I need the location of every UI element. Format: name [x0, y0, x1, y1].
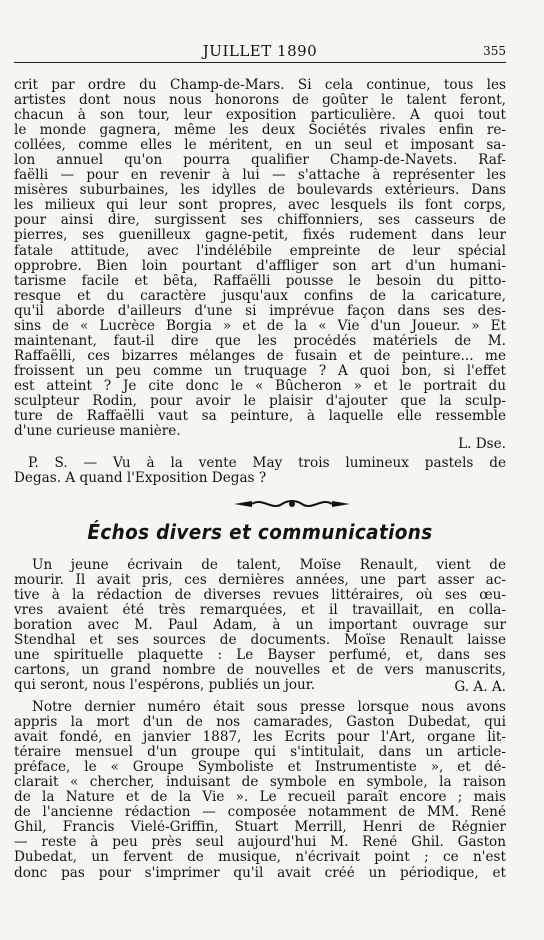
- page-number: 355: [483, 44, 506, 58]
- text-line: le monde gagnera, même les deux Sociétés rivales enfin re-: [14, 123, 506, 139]
- text-line: qu'il aborde d'ailleurs d'une si imprévue façon dans ses des-: [14, 303, 506, 319]
- text-line: les milieux qui leur sont propres, avec lesquels ils font corps,: [14, 198, 506, 214]
- text-line: sculpteur Rodin, pour avoir le plaisir d'ajouter que la sculp-: [14, 393, 506, 409]
- text-line: pour ainsi dire, surgissent ses chiffonniers, ses casseurs de: [14, 213, 506, 229]
- text-line: crit par ordre du Champ-de-Mars. Si cela continue, tous les: [14, 78, 506, 93]
- text-line: Un jeune écrivain de talent, Moïse Renault, vient de: [32, 558, 506, 573]
- text-line: vres avaient été très remarquées, et il travaillait, en colla-: [14, 603, 506, 619]
- text-line: est atteint ? Je cite donc le « Bûcheron » et le portrait du: [14, 378, 506, 394]
- text-line: maintenant, faut-il dire que les procédés matériels de M.: [14, 333, 506, 349]
- text-line: fatale attitude, avec l'indélébile empreinte de leur spécial: [14, 243, 506, 259]
- text-line: tarisme facile et bêta, Raffaëlli pousse le besoin du pitto-: [14, 273, 506, 289]
- text-line: chacun à son tour, leur exposition particulière. A quoi tout: [14, 108, 506, 124]
- ornament-divider-icon: [232, 496, 352, 512]
- text-line: P. S. — Vu à la vente May trois lumineux pastels de: [28, 456, 506, 471]
- text-line: préface, le « Groupe Symboliste et Instrumentiste », et dé-: [14, 760, 506, 776]
- text-line: sins de « Lucrèce Borgia » et de la « Vie d'un Joueur. » Et: [14, 318, 506, 334]
- text-line: donc pas pour s'imprimer qu'il avait créé un périodique, et: [14, 865, 506, 881]
- text-line: d'une curieuse manière.: [14, 424, 181, 440]
- text-line: Degas. A quand l'Exposition Degas ?: [14, 471, 267, 487]
- text-line: avait fondé, en janvier 1887, les Ecrits pour l'Art, organe lit-: [14, 730, 506, 746]
- text-line: boration avec M. Paul Adam, à un important ouvrage sur: [14, 618, 506, 634]
- text-line: Ghil, Francis Vielé-Griffin, Stuart Merrill, Henri de Régnier: [14, 820, 506, 836]
- text-line: faëlli — pour en revenir à lui — s'attache à représenter les: [14, 168, 506, 184]
- text-line: appris la mort d'un de nos camarades, Gaston Dubedat, qui: [14, 715, 506, 731]
- text-line: qui seront, nous l'espérons, publiés un jour.: [14, 678, 316, 694]
- article-continuation: [14, 78, 506, 439]
- text-line: — reste à peu près seul aujourd'hui M. René Ghil. Gaston: [14, 835, 506, 851]
- text-line: lon annuel qu'on pourra qualifier Champ-de-Navets. Raf-: [14, 153, 506, 169]
- header-month-year: JUILLET 1890: [202, 42, 318, 60]
- text-line: Dubedat, un fervent de musique, n'écrivait point ; ce n'est: [14, 850, 506, 866]
- obituary-renault: [14, 558, 506, 693]
- text-line: une spirituelle plaquette : Le Bayser perfumé, et, dans ses: [14, 648, 506, 664]
- text-line: pierres, ses guenilleux gagne-petit, fixés rudement dans leur: [14, 228, 506, 244]
- text-line: collées, comme elles le méritent, en un seul et imposant sa-: [14, 138, 506, 154]
- text-line: misères suburbaines, les idylles de boulevards extérieurs. Dans: [14, 183, 506, 199]
- text-line: clarait « chercher, induisant de symbole en symbole, la raison: [14, 775, 506, 791]
- text-line: cartons, un grand nombre de nouvelles et de vers manuscrits,: [14, 663, 506, 679]
- text-line: artistes dont nous nous honorons de goûter le talent feront,: [14, 93, 506, 109]
- text-line: Stendhal et ses sources de documents. Moïse Renault laisse: [14, 633, 506, 649]
- author-signature: G. A. A.: [454, 679, 506, 695]
- text-line: tive à la rédaction de diverses revues littéraires, où ses œu-: [14, 588, 506, 604]
- text-line: mourir. Il avait pris, ces dernières années, une part asser ac-: [14, 573, 506, 589]
- postscript: [14, 456, 506, 486]
- section-heading: Échos divers et communications: [87, 520, 433, 544]
- running-header: [14, 42, 506, 63]
- text-line: opprobre. Bien loin pourtant d'affliger son art d'un humani-: [14, 258, 506, 274]
- text-line: resque et du caractère jusqu'aux confins de la caricature,: [14, 288, 506, 304]
- obituary-dubedat: [14, 700, 506, 881]
- text-line: de l'ancienne rédaction — composée notamment de MM. René: [14, 805, 506, 821]
- text-line: téraire mensuel d'un groupe qui s'intitulait, dans un article-: [14, 745, 506, 761]
- text-line: Raffaëlli, ces bizarres mélanges de fusain et de peinture... me: [14, 348, 506, 364]
- author-signature: L. Dse.: [458, 436, 506, 452]
- text-line: ture de Raffaëlli vaut sa peinture, à laquelle elle ressemble: [14, 409, 506, 425]
- text-line: froissent un peu comme un truquage ? A quoi bon, si l'effet: [14, 363, 506, 379]
- text-line: de la Nature et de la Vie ». Le recueil paraît encore ; mais: [14, 790, 506, 806]
- text-line: Notre dernier numéro était sous presse lorsque nous avons: [32, 700, 506, 715]
